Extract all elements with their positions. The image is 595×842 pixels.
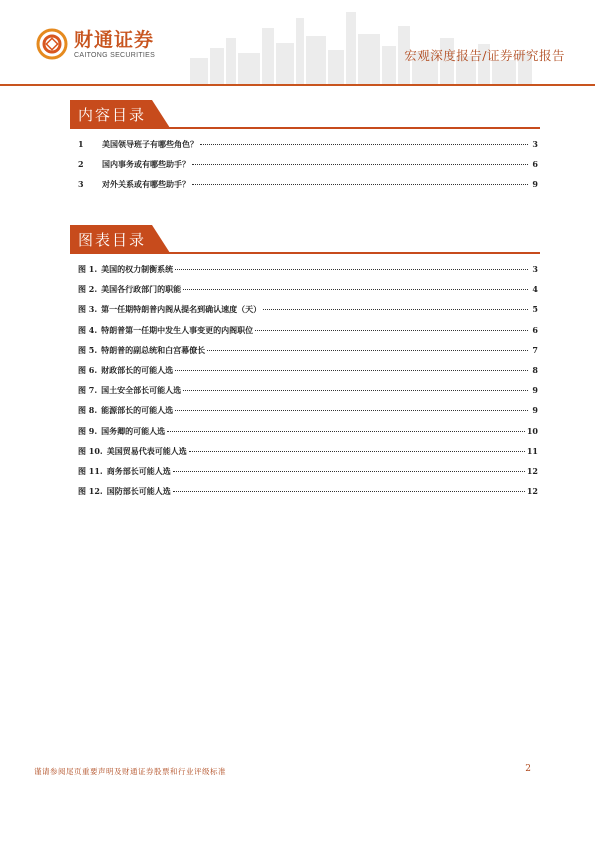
company-logo: [36, 28, 155, 60]
figure-item-page: 11: [526, 445, 538, 456]
figure-item-page: 7: [532, 344, 538, 355]
contents-title: 内容目录: [78, 106, 147, 124]
disclaimer-note: 谨请参阅尾页重要声明及财通证券股票和行业评级标准: [34, 767, 226, 776]
dot-leader: [173, 471, 525, 472]
figure-item[interactable]: [78, 345, 538, 365]
figures-title: 图表目录: [78, 231, 147, 249]
figure-item[interactable]: [78, 325, 538, 345]
coin-logo-icon: [36, 28, 68, 60]
page-number: 2: [525, 764, 531, 774]
figure-item-label: 图 6.: [78, 364, 98, 375]
figure-item-title: 能源部长的可能人选: [101, 405, 174, 416]
contents-item-number: 1: [78, 139, 84, 149]
figure-item-label: 图 3.: [78, 304, 98, 315]
figure-item-title: 美国的权力制衡系统: [101, 264, 174, 274]
figure-item-page: 6: [532, 324, 538, 335]
header-divider: [0, 84, 595, 86]
figure-item-label: 图 11.: [78, 465, 103, 476]
contents-list: [78, 139, 538, 199]
dot-leader: [255, 330, 528, 331]
figures-list: [78, 264, 538, 506]
figure-item-title: 美国各行政部门的职能: [101, 284, 182, 295]
logo-english-name: CAITONG SECURITIES: [74, 51, 156, 59]
dot-leader: [167, 431, 525, 432]
figure-item[interactable]: [78, 486, 538, 506]
figure-item[interactable]: [78, 466, 538, 486]
figure-item[interactable]: [78, 284, 538, 304]
dot-leader: [207, 350, 528, 351]
figure-item-title: 特朗普的副总统和白宫幕僚长: [101, 344, 206, 355]
figure-item-label: 图 5.: [78, 344, 98, 355]
figure-item-page: 8: [532, 364, 538, 375]
contents-item-title: 美国领导班子有哪些角色？: [102, 139, 198, 149]
dot-leader: [175, 410, 528, 411]
figure-item-page: 5: [532, 304, 538, 315]
figure-item-title: 商务部长可能人选: [106, 465, 171, 476]
figure-item-page: 4: [532, 284, 538, 295]
dot-leader: [192, 184, 528, 185]
page-header: [0, 0, 595, 88]
figures-section-header: [70, 225, 540, 255]
dot-leader: [175, 269, 528, 270]
dot-leader: [183, 390, 528, 391]
figure-item-page: 12: [526, 465, 538, 476]
dot-leader: [173, 491, 525, 492]
figure-item-page: 9: [532, 385, 538, 396]
logo-chinese-name: 财通证券: [74, 28, 155, 51]
figure-item-page: 9: [532, 405, 538, 416]
report-type-label: 宏观深度报告/证券研究报告: [404, 48, 565, 63]
figure-item-page: 3: [532, 264, 538, 274]
figure-item-label: 图 10.: [78, 445, 103, 456]
contents-item-page: 6: [532, 159, 538, 169]
figure-item-title: 国防部长可能人选: [106, 486, 171, 497]
figure-item[interactable]: [78, 405, 538, 425]
figure-item-title: 财政部长的可能人选: [101, 364, 174, 375]
figure-item-title: 美国贸易代表可能人选: [106, 445, 187, 456]
figure-item-label: 图 4.: [78, 324, 98, 335]
figure-item[interactable]: [78, 426, 538, 446]
contents-section-header: [70, 100, 540, 130]
figure-item-label: 图 9.: [78, 425, 98, 436]
contents-item[interactable]: [78, 179, 538, 199]
dot-leader: [200, 144, 528, 145]
figure-item-title: 国务卿的可能人选: [101, 425, 166, 436]
section-rule: [70, 127, 540, 129]
contents-item-page: 3: [532, 139, 538, 149]
figure-item-title: 特朗普第一任期中发生人事变更的内阁职位: [101, 324, 254, 335]
contents-item-title: 国内事务或有哪些助手？: [102, 159, 190, 169]
contents-item[interactable]: [78, 159, 538, 179]
contents-item-number: 2: [78, 159, 84, 169]
dot-leader: [189, 451, 525, 452]
figure-item-page: 10: [526, 425, 538, 436]
figure-item[interactable]: [78, 446, 538, 466]
figure-item-page: 12: [526, 486, 538, 497]
figure-item[interactable]: [78, 385, 538, 405]
dot-leader: [183, 289, 528, 290]
figure-item-title: 国土安全部长可能人选: [101, 385, 182, 396]
figure-item-label: 图 12.: [78, 486, 103, 497]
contents-item-number: 3: [78, 179, 84, 189]
figure-item-label: 图 2.: [78, 284, 98, 295]
figure-item-label: 图 7.: [78, 385, 98, 396]
figure-item[interactable]: [78, 264, 538, 284]
figure-item-label: 图 1.: [78, 264, 98, 274]
dot-leader: [192, 164, 528, 165]
dot-leader: [263, 309, 528, 310]
contents-item-title: 对外关系或有哪些助手？: [102, 179, 190, 189]
dot-leader: [175, 370, 528, 371]
figure-item-title: 第一任期特朗普内阁从提名到确认速度（天）: [101, 304, 262, 315]
contents-item[interactable]: [78, 139, 538, 159]
figure-item-label: 图 8.: [78, 405, 98, 416]
section-rule: [70, 252, 540, 254]
figure-item[interactable]: [78, 365, 538, 385]
figure-item[interactable]: [78, 304, 538, 324]
contents-item-page: 9: [532, 179, 538, 189]
